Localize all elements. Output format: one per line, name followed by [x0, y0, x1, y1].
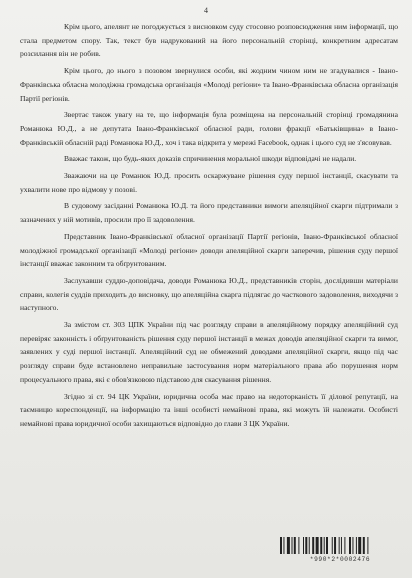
barcode-number: *990*2*0002476 — [309, 556, 371, 563]
barcode-bar — [292, 537, 293, 554]
paragraph-7: Представник Івано-Франківської обласної організації Партії регіонів, Івано-Франківської обласної молодіжної громадської організації «Молоді регіони» доводи апеляційної скарги заперечив, рішення суду першої інстанції вважає законним та обґрунтованим. — [20, 231, 398, 269]
barcode-bar — [341, 537, 342, 554]
barcode-bar — [287, 537, 290, 554]
paragraph-3: Звертає також увагу на те, що інформація була розміщена на персональній сторінці громадянина Романюка Ю.Д., а не депутата Івано-Франківської обласної ради, голови фракції «Батьківщина» в Івано-Франківській обласній раді Романюка Ю.Д., хоч і така відкрита у мережі Facebook, однак і цього суд не з'ясовував. — [20, 110, 398, 147]
barcode-bar — [303, 537, 304, 554]
paragraph-10: Згідно зі ст. 94 ЦК України, юридична особа має право на недоторканість її ділової репутації, на таємницю кореспонденції, на інформацію та інші особисті немайнові права, які можуть їй належати. Особисті немайнові права юридичної особи захищаються відповідно до глави 3 ЦК України. — [20, 391, 398, 428]
paragraph-8: Заслухавши суддю-доповідача, доводи Романюка Ю.Д., представників сторін, дослідивши матеріали справи, колегія суддів приходить до висновку, що апеляційна скарга підлягає до часткового задоволення, виходячи з наступного. — [20, 275, 398, 313]
barcode-bar — [320, 537, 322, 554]
barcode-bar — [344, 537, 345, 554]
barcode-bar — [334, 537, 336, 554]
paragraph-1: Крім цього, апелянт не погоджується з висновком суду стосовно розповсюдження ним інформації, що стала предметом спору. Так, текст був надрукований на його персональній сторінці, конкретним адресатам розсилання він не робив. — [20, 22, 398, 59]
barcode-bar — [298, 537, 299, 554]
paragraph-2: Крім цього, до нього з позовом звернулися особи, які жодним чином ним не згадувалися - Івано-Франківська обласна молодіжна громадська організація «Молоді регіони» та Івано-Франківська обласна організація Партії регіонів. — [20, 66, 398, 103]
barcode-bar — [316, 537, 319, 554]
barcode-bar — [367, 537, 368, 554]
paragraph-9: За змістом ст. 303 ЦПК України під час розгляду справи в апеляційному порядку апеляційний суд перевіряє законність і обґрунтованість рішення суду першої інстанції в межах доводів апеляційної скарги та вимог, заявлених у суді першої інстанції. Апеляційний суд не обмежений доводами апеляційної скарги, якщо під час розгляду справи буде встановлено неправильне застосування норм матеріального права або порушення норм процесуального права, які є обов'язковою підставою для скасування рішення. — [20, 320, 398, 384]
document-body — [20, 20, 398, 431]
barcode-bar — [309, 537, 310, 554]
barcode-bar — [280, 537, 282, 554]
paragraph-5: Зважаючи на це Романюк Ю.Д. просить оскаржуване рішення суду першої інстанції, скасувати та ухвалити нове про відмову у позові. — [20, 171, 398, 194]
barcode-bar — [326, 537, 328, 554]
barcode-bar — [305, 537, 307, 554]
barcode-bar — [324, 537, 325, 554]
barcode-bar — [283, 537, 284, 554]
page-number: 4 — [204, 6, 208, 15]
barcode-bar — [332, 537, 333, 554]
barcode-bar — [339, 537, 340, 554]
paragraph-4: Вважає також, що будь-яких доказів спричинення моральної шкоди відповідачі не надали. — [64, 154, 357, 164]
barcode-bar — [352, 537, 353, 554]
barcode-bar — [356, 537, 357, 554]
barcode-bar — [294, 537, 296, 554]
barcode-bar — [363, 537, 365, 554]
barcode-image — [280, 537, 400, 554]
paragraph-6: В судовому засіданні Романюка Ю.Д. та його представники вимоги апеляційної скарги підтримали з зазначених у ній мотивів, просили про її задоволення. — [20, 201, 398, 225]
barcode-bar — [349, 537, 351, 554]
barcode-bar — [312, 537, 314, 554]
barcode-stamp — [280, 537, 400, 567]
barcode-bar — [358, 537, 361, 554]
